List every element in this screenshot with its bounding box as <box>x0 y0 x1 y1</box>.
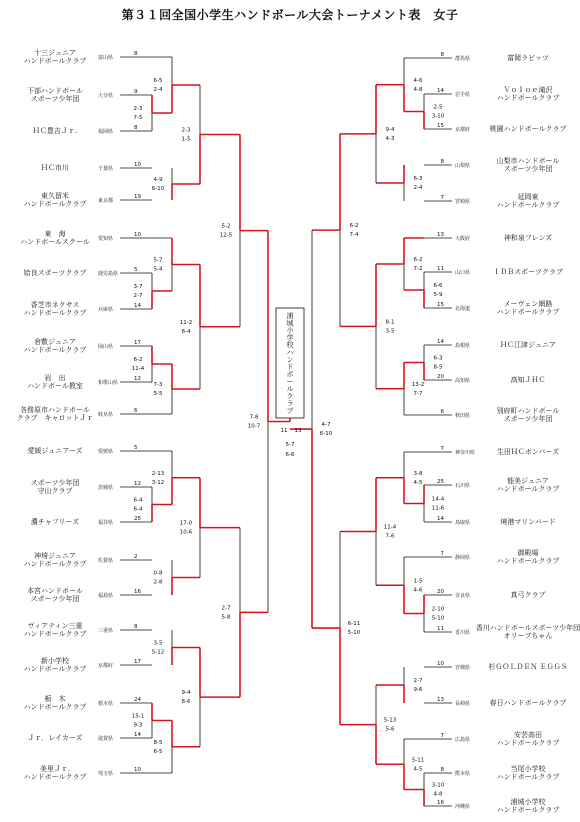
team-name: 美里Ｊｒ. <box>39 765 71 773</box>
team-score: 7 <box>440 446 444 452</box>
team-score: 7 <box>440 195 444 201</box>
team-score: 17 <box>134 659 141 665</box>
team-name: ハンドボールクラブ <box>23 200 87 208</box>
team-name: スポーツ少年団 <box>503 415 553 423</box>
match-score: 6-2 <box>413 257 423 263</box>
team-name: 東 海 <box>44 230 66 238</box>
team-name: 東久留米 <box>41 192 69 200</box>
team-name: ハンドボールクラブ <box>23 346 87 354</box>
team-score: 5 <box>134 445 138 451</box>
match-score: 10-7 <box>247 423 261 430</box>
match-score: 7-8 <box>249 414 259 421</box>
match-score: 5-7 <box>153 257 163 264</box>
match-score: 11-4 <box>383 524 397 531</box>
champion-name: ー <box>286 377 294 386</box>
team-name: 延岡東 <box>517 193 539 201</box>
team-score: 12 <box>134 376 141 382</box>
match-score: 3-10 <box>431 113 445 120</box>
team-score: 20 <box>437 589 444 595</box>
match-score: 2-10 <box>431 606 445 613</box>
team-name: 各務原市ハンドボール <box>20 406 90 414</box>
team-name: ハンドボールクラブ <box>23 309 87 317</box>
match-score: 2-4 <box>413 185 423 191</box>
team-prefecture: 岡山県 <box>98 344 114 350</box>
match-score: 9-4 <box>385 126 395 133</box>
team-name: ハンドボールクラブ <box>23 630 87 638</box>
team-name: オリーブちゃん <box>503 632 553 640</box>
team-score: 14 <box>134 732 141 738</box>
match-score: 4-6 <box>413 77 423 84</box>
team-name: 香川ハンドボールスポーツ少年団 <box>475 624 580 632</box>
team-prefecture: 和歌山県 <box>98 380 119 386</box>
team-prefecture: 高知県 <box>455 378 471 384</box>
team-prefecture: 愛知県 <box>98 236 114 242</box>
match-score: 9-6 <box>413 687 423 693</box>
team-score: 10 <box>134 232 141 238</box>
team-name: ハンドボールクラブ <box>23 560 87 568</box>
team-name: 倉敷ジュニア <box>34 338 76 346</box>
match-score: 4-3 <box>385 135 395 142</box>
team-score: 16 <box>437 800 444 806</box>
team-prefecture: 京都府 <box>455 127 471 133</box>
champion-name: ク <box>286 392 294 401</box>
team-prefecture: 兵庫県 <box>98 307 114 313</box>
team-score: 11 <box>437 626 444 632</box>
final-score: 13 <box>294 428 302 434</box>
match-score: 2-13 <box>151 470 165 477</box>
team-score: 25 <box>134 516 141 522</box>
match-score: 4-7 <box>321 422 331 429</box>
match-score: 8-6 <box>181 699 191 706</box>
match-score: 6-10 <box>319 431 333 438</box>
team-score: 9 <box>134 89 138 95</box>
match-score: 5-8 <box>221 614 231 621</box>
match-score: 6-5 <box>153 78 163 84</box>
team-name: ＨＣ市川 <box>41 164 69 172</box>
match-score: 2-7 <box>133 293 143 299</box>
team-name: ハンドボールクラブ <box>23 773 87 781</box>
champion-name: 学 <box>286 333 294 342</box>
team-name: 本宮ハンドボール <box>27 587 83 595</box>
team-name: 能美ジュニア <box>507 477 549 485</box>
team-name: 当尾小学校 <box>510 765 546 773</box>
team-score: 25 <box>437 479 444 485</box>
team-score: 10 <box>134 162 141 168</box>
match-score: 7-3 <box>153 382 163 388</box>
champion-name: ハ <box>286 348 294 357</box>
team-name: Ｊｒ．レイカーズ <box>27 734 83 742</box>
team-name: ハンドボールクラブ <box>496 773 560 781</box>
team-prefecture: 奈良県 <box>455 593 471 599</box>
match-score: 5-6 <box>385 726 395 733</box>
team-prefecture: 福島県 <box>98 593 114 599</box>
team-score: 14 <box>134 303 141 309</box>
match-score: 6-3 <box>413 176 423 182</box>
team-prefecture: 大分県 <box>98 93 114 99</box>
champion-name: 城 <box>286 319 294 328</box>
match-score: 5-2 <box>221 223 231 230</box>
team-score: 6 <box>440 409 444 415</box>
team-name: ハンドボールクラブ <box>496 806 560 814</box>
team-prefecture: 福岡県 <box>98 129 114 135</box>
team-name: 守山クラブ <box>37 487 73 495</box>
team-prefecture: 宮城県 <box>455 665 471 671</box>
team-score: 8 <box>134 624 138 630</box>
team-name: 桃園ハンドボールクラブ <box>489 125 567 133</box>
team-prefecture: 北海道 <box>455 306 471 312</box>
team-name: ハンドボールクラブ <box>496 557 560 565</box>
team-score: 24 <box>134 697 141 703</box>
match-score: 6-4 <box>133 497 143 504</box>
champion-name: ブ <box>286 406 294 415</box>
team-prefecture: 東京都 <box>98 198 114 204</box>
team-name: ハンドボール教室 <box>27 382 83 390</box>
team-prefecture: 茨城県 <box>98 485 114 491</box>
team-name: 岩 出 <box>44 374 66 382</box>
team-prefecture: 岩手県 <box>455 92 471 98</box>
final-match-score: 6-6 <box>285 452 295 458</box>
match-score: 4-6 <box>413 587 423 594</box>
page-title: 第３１回全国小学生ハンドボール大会トーナメント表 女子 <box>121 8 459 22</box>
match-score: 7-2 <box>413 266 423 272</box>
team-name: ＨＣ江津ジュニア <box>500 341 556 349</box>
champion-name: ド <box>286 363 294 372</box>
team-name: 神埼ジュニア <box>34 552 76 560</box>
team-name: 香芝市ネクサス <box>30 301 80 309</box>
team-score: 11 <box>437 266 444 272</box>
team-prefecture: 石川県 <box>455 483 471 489</box>
team-score: 7 <box>440 733 444 739</box>
team-name: ハンドボールクラブ <box>23 665 87 673</box>
match-score: 4-8 <box>413 86 423 93</box>
team-prefecture: 宮崎県 <box>455 199 471 205</box>
match-score: 3-7 <box>133 284 143 290</box>
champion-name: ラ <box>286 399 294 408</box>
team-prefecture: 千葉県 <box>98 166 114 172</box>
team-prefecture: 広島県 <box>455 737 471 743</box>
match-score: 2-7 <box>413 678 423 684</box>
team-prefecture: 岐阜県 <box>98 412 114 418</box>
team-name: 境港マリンバード <box>500 518 556 526</box>
match-score: 6-6 <box>433 283 443 289</box>
team-score: 8 <box>440 767 444 773</box>
match-score: 7-5 <box>133 115 143 121</box>
team-prefecture: 静岡県 <box>455 555 471 561</box>
match-score: 5-12 <box>151 649 165 656</box>
team-name: 濃チャフリーズ <box>30 518 80 526</box>
final-match-score: 5-7 <box>285 442 295 448</box>
team-prefecture: 沖縄県 <box>455 804 471 810</box>
match-score: 0-8 <box>153 570 163 577</box>
team-name: ハンドボールクラブ <box>496 201 560 209</box>
match-score: 2-5 <box>433 104 443 111</box>
match-score: 9-4 <box>181 690 191 697</box>
team-name: 神和泉フレンズ <box>503 234 553 242</box>
team-name: ハンドボールクラブ <box>23 57 87 65</box>
team-prefecture: 島根県 <box>455 343 471 349</box>
match-score: 6-2 <box>349 223 359 230</box>
team-score: 6 <box>134 408 138 414</box>
match-score: 4-5 <box>413 479 423 486</box>
team-name: メーヴェン網路 <box>503 300 553 308</box>
team-prefecture: 鳥取県 <box>455 520 471 526</box>
match-score: 2-3 <box>133 106 143 112</box>
team-name: Ｖｏｌｏｅ滝沢 <box>503 86 553 94</box>
team-score: 8 <box>134 125 138 131</box>
team-prefecture: 京都府 <box>98 663 114 669</box>
match-score: 7-7 <box>413 390 423 397</box>
match-score: 11-6 <box>431 505 445 512</box>
team-name: 愛媛ジュニアーズ <box>27 447 83 455</box>
team-prefecture: 鹿児島県 <box>98 271 119 277</box>
team-score: 13 <box>437 232 444 238</box>
team-prefecture: 埼玉県 <box>98 771 114 777</box>
team-score: 16 <box>134 589 141 595</box>
team-score: 10 <box>437 661 444 667</box>
team-prefecture: 長崎県 <box>455 701 471 707</box>
match-score: 3-10 <box>431 782 445 789</box>
team-score: 8 <box>440 159 444 165</box>
team-name: スポーツ少年団 <box>30 595 80 603</box>
team-name: 生田ＨＣボンバーズ <box>496 448 560 456</box>
team-name: スポーツ少年団 <box>503 165 553 173</box>
match-score: 7-4 <box>349 232 359 239</box>
final-score: 11 <box>280 428 288 434</box>
champion-name: ン <box>286 355 294 364</box>
team-prefecture: 富山県 <box>98 55 114 61</box>
team-prefecture: 山口県 <box>455 270 471 276</box>
team-score: 8 <box>134 51 138 57</box>
match-score: 5-5 <box>153 391 163 397</box>
team-name: ＨＣ豊吉Ｊｒ. <box>32 127 78 135</box>
team-score: 17 <box>134 340 141 346</box>
match-score: 6-10 <box>151 186 165 192</box>
champion-name: ボ <box>286 370 294 379</box>
match-score: 8-1 <box>385 319 395 326</box>
match-score: 5-9 <box>433 292 443 298</box>
team-score: 20 <box>437 374 444 380</box>
team-name: クラブ キャロットＪｒ <box>16 414 94 422</box>
team-name: 別府町ハンドボール <box>496 407 560 415</box>
match-score: 5-11 <box>411 757 425 764</box>
match-score: 8-5 <box>153 739 163 746</box>
match-score: 11-4 <box>131 366 145 372</box>
match-score: 14-4 <box>431 496 445 503</box>
match-score: 7-6 <box>385 533 395 540</box>
match-score: 5-10 <box>347 630 361 637</box>
team-score: 5 <box>134 267 138 273</box>
team-name: 浦城小学校 <box>510 798 546 806</box>
match-score: 2-3 <box>181 127 191 134</box>
match-score: 3-5 <box>153 640 163 647</box>
match-score: 12-5 <box>219 232 233 239</box>
team-name: 安芸高田 <box>514 731 542 739</box>
team-name: ハンドボールクラブ <box>496 739 560 747</box>
match-score: 13-2 <box>411 381 425 388</box>
team-name: 杉ＧＯＬＤＥＮ ＥＧＧＳ <box>488 663 568 671</box>
match-score: 9-3 <box>133 722 143 729</box>
match-score: 10-6 <box>179 529 193 536</box>
team-score: 15 <box>437 123 444 129</box>
champion-name: 校 <box>286 341 294 350</box>
match-score: 6-11 <box>347 621 361 628</box>
match-score: 3-8 <box>413 470 423 477</box>
match-score: 4-8 <box>433 791 443 798</box>
team-score: 14 <box>437 88 444 94</box>
team-name: 御殿場 <box>517 549 539 557</box>
team-name: スポーツ少年団 <box>30 95 80 103</box>
match-score: 3-12 <box>151 479 165 486</box>
match-score: 5-13 <box>383 717 397 724</box>
match-score: 3-5 <box>385 328 395 335</box>
match-score: 1-5 <box>413 578 423 585</box>
team-name: ハンドボールクラブ <box>23 703 87 711</box>
team-score: 15 <box>437 302 444 308</box>
team-score: 10 <box>134 767 141 773</box>
match-score: 2-7 <box>221 605 231 612</box>
champion-name: 小 <box>286 326 294 335</box>
team-prefecture: 佐賀県 <box>98 558 114 564</box>
team-prefecture: 熊本県 <box>455 771 471 777</box>
team-name: スポーツ少年団 <box>30 479 80 487</box>
team-prefecture: 神奈川県 <box>455 450 476 456</box>
match-score: 5-10 <box>431 615 445 622</box>
team-name: 十三ジュニア <box>34 49 76 57</box>
team-name: 高知ＪＨＣ <box>510 376 546 384</box>
team-name: 春日ハンドボールクラブ <box>489 699 567 707</box>
team-name: 新小学校 <box>41 657 69 665</box>
team-name: 富岡ラビッツ <box>507 54 549 62</box>
match-score: 2-8 <box>153 579 163 586</box>
team-prefecture: 三重県 <box>98 628 114 634</box>
team-name: 下部ハンドボール <box>27 87 83 95</box>
team-score: 12 <box>134 481 141 487</box>
champion-name: 浦 <box>286 312 294 320</box>
match-score: 17-0 <box>179 520 193 527</box>
team-prefecture: 山梨県 <box>455 163 471 169</box>
champion-name: ル <box>286 385 294 393</box>
team-prefecture: 秋田県 <box>455 413 471 419</box>
team-score: 19 <box>134 194 141 200</box>
team-score: 14 <box>437 516 444 522</box>
team-prefecture: 大阪府 <box>455 236 471 242</box>
match-score: 15-1 <box>131 713 145 720</box>
match-score: 4-9 <box>153 177 163 183</box>
team-prefecture: 栃木県 <box>98 701 114 707</box>
match-score: 5-4 <box>153 266 163 273</box>
match-score: 4-5 <box>413 766 423 773</box>
match-score: 8-4 <box>181 328 191 335</box>
match-score: 2-4 <box>153 87 163 93</box>
team-name: ハンドボールクラブ <box>496 94 560 102</box>
team-name: ハンドボールクラブ <box>496 308 560 316</box>
team-prefecture: 滋賀県 <box>98 736 114 742</box>
team-name: 栃 木 <box>44 695 66 703</box>
team-name: ヴィアティン三重 <box>27 622 83 630</box>
match-score: 8-5 <box>433 364 443 371</box>
team-prefecture: 香川県 <box>455 630 471 636</box>
team-score: 14 <box>437 339 444 345</box>
match-score: 6-2 <box>133 357 143 363</box>
match-score: 11-2 <box>179 319 193 326</box>
team-name: ハンドボールスクール <box>20 238 90 246</box>
team-name: ハンドボールクラブ <box>496 485 560 493</box>
team-name: ＩＤＢスポーツクラブ <box>493 268 563 276</box>
team-score: 13 <box>437 697 444 703</box>
match-score: 6-3 <box>433 355 443 362</box>
team-name: 真弓クラブ <box>510 591 546 599</box>
team-prefecture: 愛媛県 <box>98 449 114 455</box>
match-score: 6-4 <box>133 506 143 513</box>
match-score: 6-5 <box>153 748 163 755</box>
team-prefecture: 福井県 <box>98 520 114 526</box>
match-score: 1-5 <box>181 136 191 143</box>
team-prefecture: 群馬県 <box>455 56 471 62</box>
team-score: 8 <box>440 52 444 58</box>
team-score: 2 <box>134 554 138 560</box>
team-name: 山梨市ハンドボール <box>496 157 560 165</box>
team-score: 7 <box>440 551 444 557</box>
team-name: 姶良スポーツクラブ <box>23 269 87 277</box>
